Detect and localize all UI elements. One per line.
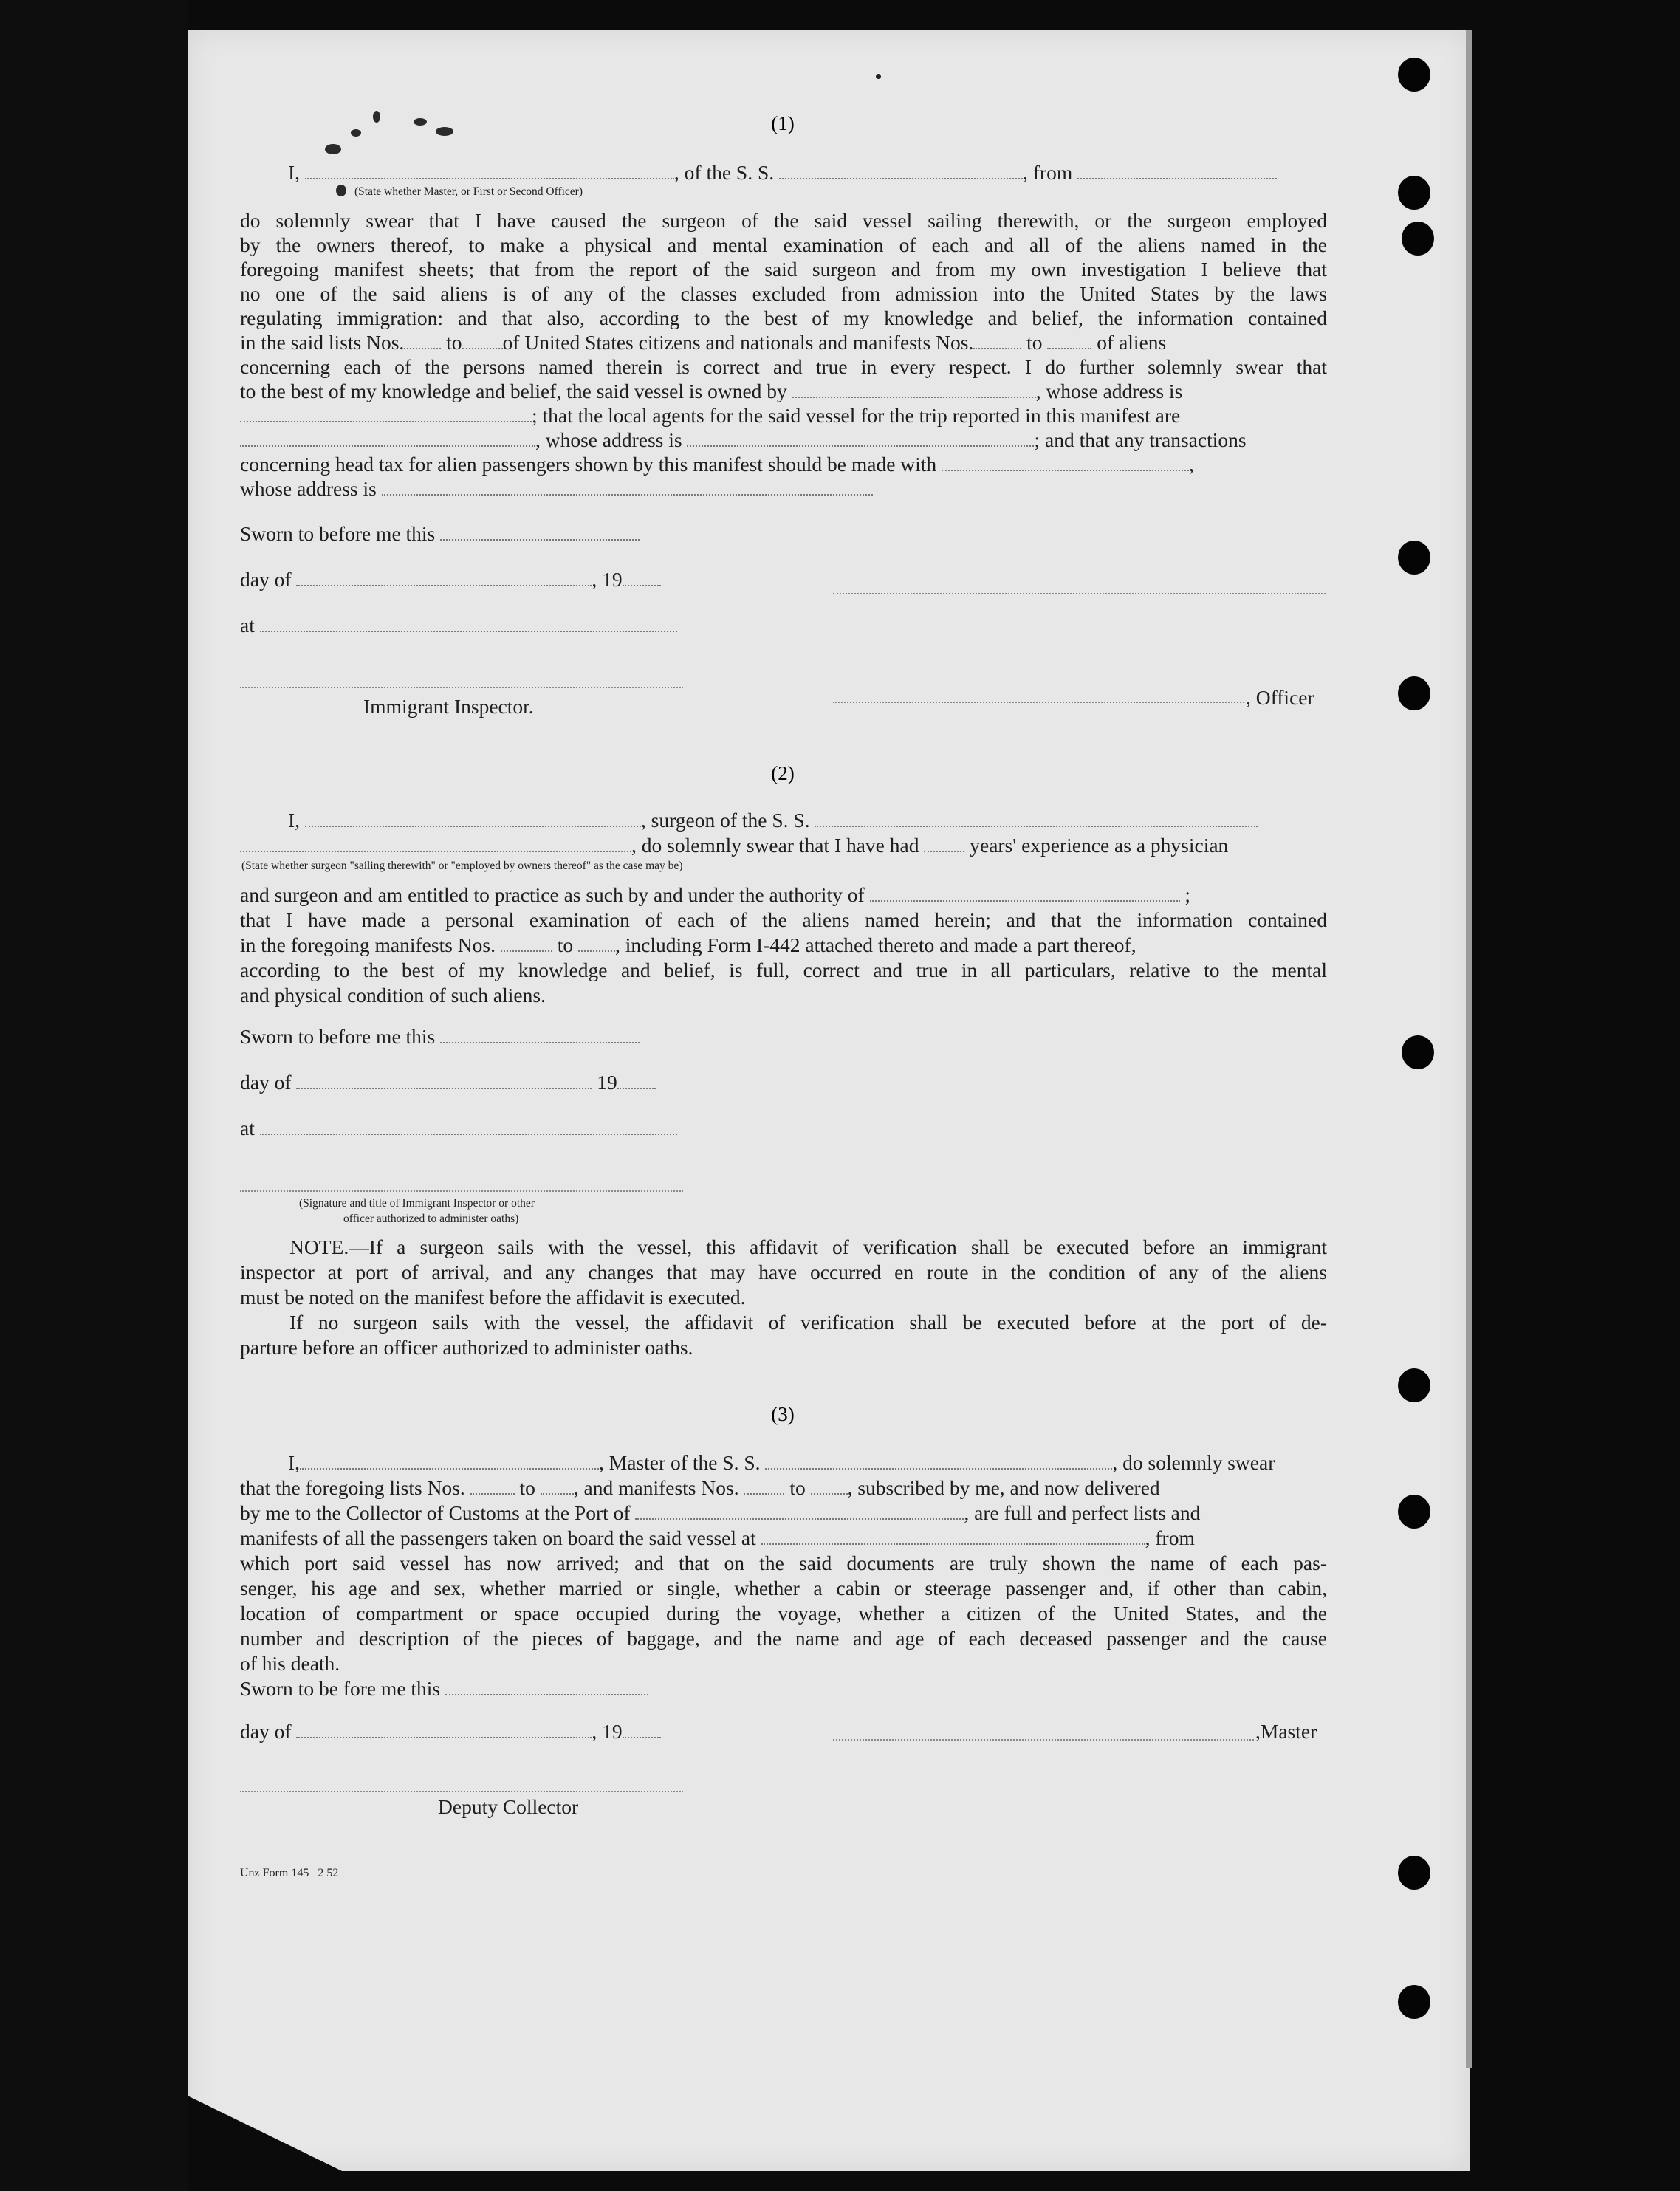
- section-1-number: (1): [771, 112, 795, 134]
- ink-smudge: [325, 144, 341, 154]
- note-line: must be noted on the manifest before the affidavit is executed.: [240, 1286, 746, 1309]
- section-1-sworn: Sworn to before me this: [240, 521, 640, 546]
- section-2-sworn: Sworn to before me this: [240, 1024, 640, 1049]
- section-2-best-line: according to the best of my knowledge and belief, is full, correct and true in all particulars, relative to the mental: [240, 959, 1327, 981]
- headtax-contact-field[interactable]: [942, 452, 1189, 471]
- section-1-inspector-label: Immigrant Inspector.: [363, 695, 534, 718]
- manifest-from-field[interactable]: [501, 933, 552, 952]
- master-signature-line[interactable]: [833, 1739, 1254, 1741]
- punch-hole: [1402, 1035, 1434, 1069]
- section-1-agents-line: ; that the local agents for the said vessel for the trip reported in this manifest are: [240, 403, 1180, 428]
- section-1-lists-line: in the said lists Nos. to of United States citizens and nationals and manifests Nos. to of aliens: [240, 331, 1167, 354]
- year-field[interactable]: [617, 1070, 656, 1089]
- section-1-owned-line: to the best of my knowledge and belief, the said vessel is owned by , whose address is: [240, 380, 1183, 402]
- at-place-field[interactable]: [260, 613, 677, 632]
- owner-field[interactable]: [792, 379, 1036, 398]
- section-1-body-line: by the owners thereof, to make a physical and mental examination of each and all of the aliens named in the: [240, 233, 1327, 256]
- at-place-field[interactable]: [260, 1116, 677, 1135]
- master-vessel-field[interactable]: [765, 1450, 1112, 1470]
- year-field[interactable]: [623, 1719, 661, 1738]
- sworn-date-field[interactable]: [440, 521, 640, 541]
- officer-signature-line[interactable]: [833, 702, 1244, 703]
- section-1-rank-hint: (State whether Master, or First or Second Officer): [354, 185, 583, 198]
- section-1-headtax-line: concerning head tax for alien passengers shown by this manifest should be made with ,: [240, 453, 1194, 476]
- section-2-exam-line: that I have made a personal examination of each of the aliens named herein; and that the information contained: [240, 908, 1327, 931]
- note-line: inspector at port of arrival, and any changes that may have occurred en route in the condition of any of the aliens: [240, 1261, 1327, 1283]
- section-1-agents-address-line: , whose address is ; and that any transactions: [240, 428, 1247, 453]
- section-2-authority-line: and surgeon and am entitled to practice as such by and under the authority of ;: [240, 883, 1191, 906]
- section-3-line-1: I, , Master of the S. S. , do solemnly swear: [288, 1451, 1275, 1474]
- section-2-day: day of 19: [240, 1070, 656, 1095]
- punch-hole: [1398, 176, 1430, 210]
- note2-line: If no surgeon sails with the vessel, the affidavit of verification shall be executed before at the port of de-: [289, 1311, 1327, 1334]
- section-2-physical-line: and physical condition of such aliens.: [240, 984, 546, 1007]
- punch-hole: [1398, 676, 1430, 710]
- section-3-deputy-label: Deputy Collector: [438, 1795, 579, 1818]
- ink-smudge: [336, 185, 346, 196]
- officer-rank-field[interactable]: [305, 160, 674, 179]
- day-of-field[interactable]: [296, 1070, 592, 1089]
- section-1-body-line: no one of the said aliens is of any of the classes excluded from admission into the United States by the laws: [240, 282, 1327, 305]
- section-3-body-line: senger, his age and sex, whether married or single, whether a cabin or steerage passenger and, if other than cabin,: [240, 1577, 1327, 1599]
- officer-signature-line-upper[interactable]: [833, 593, 1326, 594]
- section-1-whose-line: whose address is: [240, 476, 873, 501]
- agents-address-field[interactable]: [687, 428, 1034, 447]
- ink-dot: [876, 74, 881, 79]
- punch-hole: [1398, 58, 1430, 92]
- section-3-body-line: location of compartment or space occupied during the voyage, whether a citizen of the United States, and the: [240, 1602, 1327, 1625]
- deputy-signature-line[interactable]: [240, 1791, 683, 1792]
- section-3-master-label: ,Master: [1255, 1720, 1317, 1743]
- manifest-to-field[interactable]: [578, 933, 615, 952]
- section-3-body-line: which port said vessel has now arrived; and that on the said documents are truly shown the name of each pas-: [240, 1551, 1327, 1574]
- punch-hole: [1402, 222, 1434, 256]
- authority-field[interactable]: [870, 882, 1180, 902]
- section-1-concerning-line: concerning each of the persons named therein is correct and true in every respect. I do further solemnly swear that: [240, 355, 1327, 378]
- section-3-number: (3): [771, 1403, 795, 1425]
- manifests-from-field[interactable]: [744, 1475, 784, 1495]
- manifest-to-field[interactable]: [1047, 330, 1091, 349]
- from-port-field[interactable]: [1077, 160, 1277, 179]
- section-3-body-line: number and description of the pieces of baggage, and the name and age of each deceased passenger and the cause: [240, 1627, 1327, 1650]
- section-2-line-2: , do solemnly swear that I have had years' experience as a physician: [240, 833, 1228, 858]
- day-of-field[interactable]: [296, 567, 592, 586]
- boarding-port-field[interactable]: [761, 1526, 1145, 1545]
- signature-hint-2: officer authorized to administer oaths): [343, 1213, 519, 1225]
- form-identifier: Unz Form 145 2 52: [240, 1867, 339, 1879]
- section-3-sworn: Sworn to be fore me this: [240, 1676, 648, 1701]
- section-2-surgeon-hint: (State whether surgeon "sailing therewith" or "employed by owners thereof" as the case may be): [241, 860, 683, 872]
- section-2-at: at: [240, 1116, 677, 1141]
- years-experience-field[interactable]: [924, 833, 964, 852]
- section-2-line-1: I, , surgeon of the S. S.: [288, 808, 1258, 833]
- manifest-from-field[interactable]: [973, 330, 1021, 349]
- punch-hole: [1398, 1368, 1430, 1402]
- section-1-body-line: regulating immigration: and that also, according to the best of my knowledge and belief, the information contained: [240, 306, 1327, 329]
- punch-hole: [1398, 1985, 1430, 2019]
- section-1-officer-label: , Officer: [1246, 686, 1314, 709]
- section-1-line-1: I, , of the S. S. , from: [288, 160, 1277, 185]
- page-edge-shadow: [1466, 30, 1472, 2068]
- note-line: NOTE.—If a surgeon sails with the vessel, this affidavit of verification shall be executed before an immigrant: [289, 1235, 1327, 1258]
- signature-hint-1: (Signature and title of Immigrant Inspector or other: [299, 1197, 535, 1210]
- surgeon-name-field[interactable]: [305, 808, 641, 827]
- punch-hole: [1398, 1495, 1430, 1529]
- section-3-day: day of , 19: [240, 1719, 661, 1744]
- port-field[interactable]: [635, 1501, 964, 1520]
- note2-line: parture before an officer authorized to administer oaths.: [240, 1336, 693, 1359]
- scan-background: [0, 0, 188, 2191]
- sworn-date-field[interactable]: [440, 1024, 640, 1043]
- inspector-signature-line[interactable]: [240, 687, 683, 688]
- section-3-line-4: manifests of all the passengers taken on board the said vessel at , from: [240, 1526, 1195, 1549]
- lists-from-field[interactable]: [470, 1475, 515, 1495]
- punch-hole: [1398, 1856, 1430, 1890]
- vessel-name-field[interactable]: [779, 160, 1023, 179]
- surgeon-type-field[interactable]: [240, 833, 631, 852]
- owner-address-field[interactable]: [240, 403, 532, 422]
- list-from-field[interactable]: [404, 330, 441, 349]
- section-3-line-3: by me to the Collector of Customs at the Port of , are full and perfect lists and: [240, 1501, 1201, 1524]
- year-field[interactable]: [623, 567, 661, 586]
- sworn-date-field[interactable]: [445, 1676, 648, 1695]
- section-2-number: (2): [771, 762, 795, 784]
- day-of-field[interactable]: [296, 1719, 592, 1738]
- section-1-body-line: foregoing manifest sheets; that from the report of the said surgeon and from my own investigation I believe that: [240, 258, 1327, 281]
- section-1-body-line: do solemnly swear that I have caused the surgeon of the said vessel sailing therewith, or the surgeon employed: [240, 209, 1327, 232]
- surgeon-vessel-field[interactable]: [815, 808, 1258, 827]
- local-agents-field[interactable]: [240, 428, 535, 447]
- section-1-day: day of , 19: [240, 567, 661, 592]
- section-1-at: at: [240, 613, 677, 638]
- section-2-manifests-line: in the foregoing manifests Nos. to , including Form I-442 attached thereto and made a part thereof,: [240, 933, 1136, 956]
- list-to-field[interactable]: [462, 330, 503, 349]
- manifests-to-field[interactable]: [811, 1475, 848, 1495]
- section-3-line-2: that the foregoing lists Nos. to , and manifests Nos. to , subscribed by me, and now delivered: [240, 1476, 1160, 1499]
- headtax-address-field[interactable]: [382, 476, 873, 496]
- master-name-field[interactable]: [300, 1450, 599, 1470]
- punch-hole: [1398, 541, 1430, 575]
- signature-line[interactable]: [240, 1190, 683, 1192]
- section-3-death-line: of his death.: [240, 1652, 340, 1675]
- lists-to-field[interactable]: [541, 1475, 574, 1495]
